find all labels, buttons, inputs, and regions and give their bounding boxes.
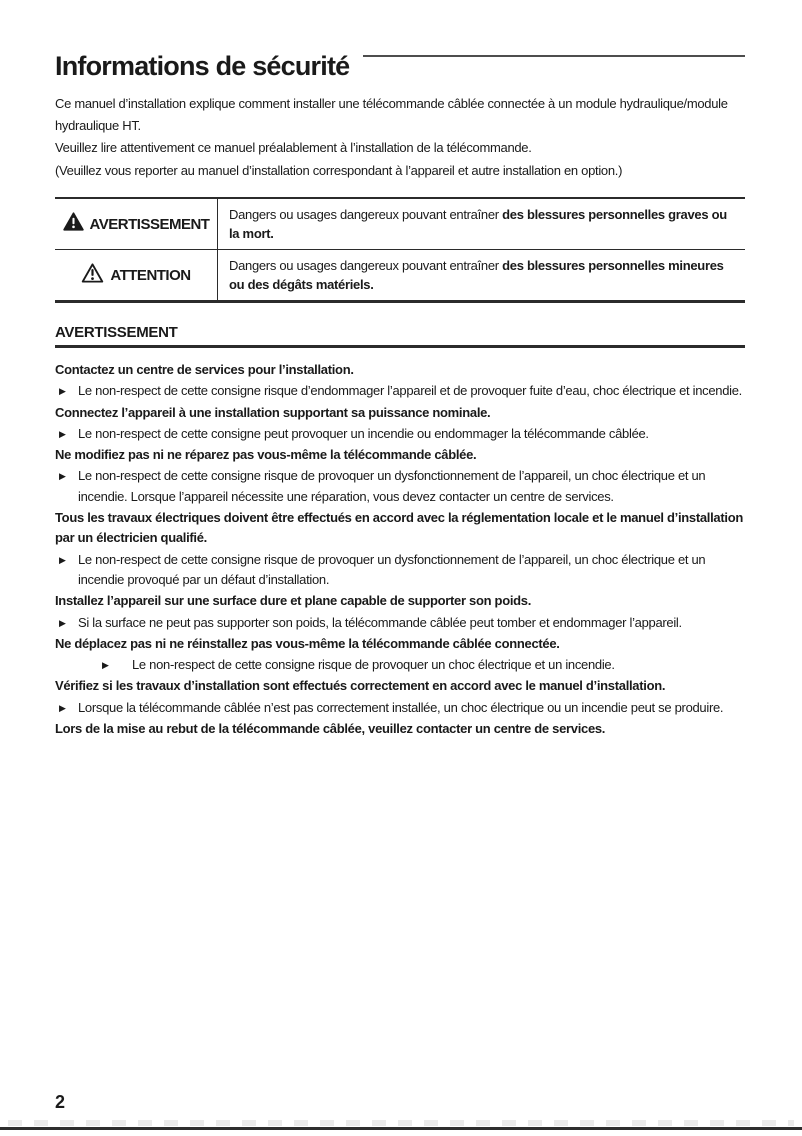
safety-rule: Tous les travaux électriques doivent être effectués en accord avec la réglementation locale et le manuel d’installation par un électricien qualifié. (55, 510, 743, 546)
safety-rule: Installez l’appareil sur une surface dure et plane capable de supporter son poids. (55, 593, 532, 609)
page-number: 2 (55, 1092, 66, 1112)
bullet-item (55, 424, 745, 444)
severity-desc-bold: des blessures personnelles graves ou la mort. (229, 207, 727, 241)
section-heading-avertissement: AVERTISSEMENT (55, 324, 745, 348)
bullet-arrow-icon: ▶ (59, 617, 66, 628)
bullet-item-indented (55, 655, 745, 675)
title-rule (363, 55, 745, 57)
bullet-text: Le non-respect de cette consigne risque de provoquer un dysfonctionnement de l’appareil, un choc électrique et un incendie provoqué par un défaut d’installation. (78, 551, 706, 587)
title-row (55, 50, 745, 82)
safety-rule: Lors de la mise au rebut de la télécommande câblée, veuillez contacter un centre de services. (55, 721, 606, 737)
bullet-arrow-icon: ▶ (59, 471, 66, 482)
severity-desc-bold: des blessures personnelles mineures ou des dégâts matériels. (229, 258, 724, 292)
bullet-arrow-icon: ▶ (59, 702, 66, 713)
bullet-item (55, 613, 745, 633)
page-bottom-edge (0, 1127, 802, 1130)
page-title: Informations de sécurité (55, 51, 350, 81)
bullet-text: Si la surface ne peut pas supporter son poids, la télécommande câblée peut tomber et endommager l’appareil. (78, 614, 682, 630)
intro-block (55, 93, 745, 181)
safety-rules-list (55, 360, 745, 739)
safety-rule: Ne déplacez pas ni ne réinstallez pas vous-même la télécommande câblée connectée. (55, 635, 560, 651)
severity-desc-normal: Dangers ou usages dangereux pouvant entraîner (229, 258, 503, 273)
bullet-text: Le non-respect de cette consigne risque d’endommager l’appareil et de provoquer fuite d’eau, choc électrique et incendie. (78, 383, 742, 399)
severity-description (218, 250, 745, 300)
intro-paragraph: (Veuillez vous reporter au manuel d’installation correspondant à l’appareil et autre installation en option.) (55, 162, 623, 178)
scan-ghost-artifact (8, 1120, 794, 1126)
severity-label: ATTENTION (110, 266, 191, 284)
bullet-item (55, 466, 745, 507)
bullet-arrow-icon: ▶ (59, 554, 66, 565)
safety-rule: Connectez l’appareil à une installation supportant sa puissance nominale. (55, 404, 491, 420)
warning-triangle-filled-icon (63, 212, 84, 236)
safety-rule: Vérifiez si les travaux d’installation sont effectués correctement en accord avec le manuel d’installation. (55, 678, 666, 694)
bullet-item (55, 550, 745, 591)
bullet-text: Le non-respect de cette consigne risque de provoquer un dysfonctionnement de l’appareil, un choc électrique et un incendie. Lorsque l’appareil nécessite une réparation, vous devez contacter un centre de services. (78, 468, 706, 504)
safety-rule: Ne modifiez pas ni ne réparez pas vous-même la télécommande câblée. (55, 447, 477, 463)
severity-table (55, 197, 745, 303)
bullet-text: Le non-respect de cette consigne risque de provoquer un choc électrique et un incendie. (132, 657, 615, 673)
table-row (55, 250, 745, 300)
bullet-item (55, 698, 745, 718)
intro-paragraph: Ce manuel d’installation explique comment installer une télécommande câblée connectée à un module hydraulique/module hydraulique HT. (55, 96, 728, 133)
table-row (55, 199, 745, 250)
severity-label: AVERTISSEMENT (89, 215, 210, 233)
intro-paragraph: Veuillez lire attentivement ce manuel préalablement à l’installation de la télécommande. (55, 140, 532, 155)
bullet-item (55, 381, 745, 401)
severity-description (218, 199, 745, 249)
bullet-text: Lorsque la télécommande câblée n’est pas correctement installée, un choc électrique ou un incendie peut se produire. (78, 699, 724, 715)
page-content (55, 0, 745, 739)
severity-label-cell (55, 250, 218, 300)
bullet-arrow-icon: ▶ (102, 660, 109, 671)
bullet-arrow-icon: ▶ (59, 428, 66, 439)
severity-desc-normal: Dangers ou usages dangereux pouvant entraîner (229, 207, 503, 222)
severity-label-cell (55, 199, 218, 249)
safety-rule: Contactez un centre de services pour l’installation. (55, 362, 354, 377)
warning-triangle-outline-icon (81, 263, 104, 288)
bullet-arrow-icon: ▶ (59, 386, 66, 397)
bullet-text: Le non-respect de cette consigne peut provoquer un incendie ou endommager la télécommande câblée. (78, 425, 649, 441)
